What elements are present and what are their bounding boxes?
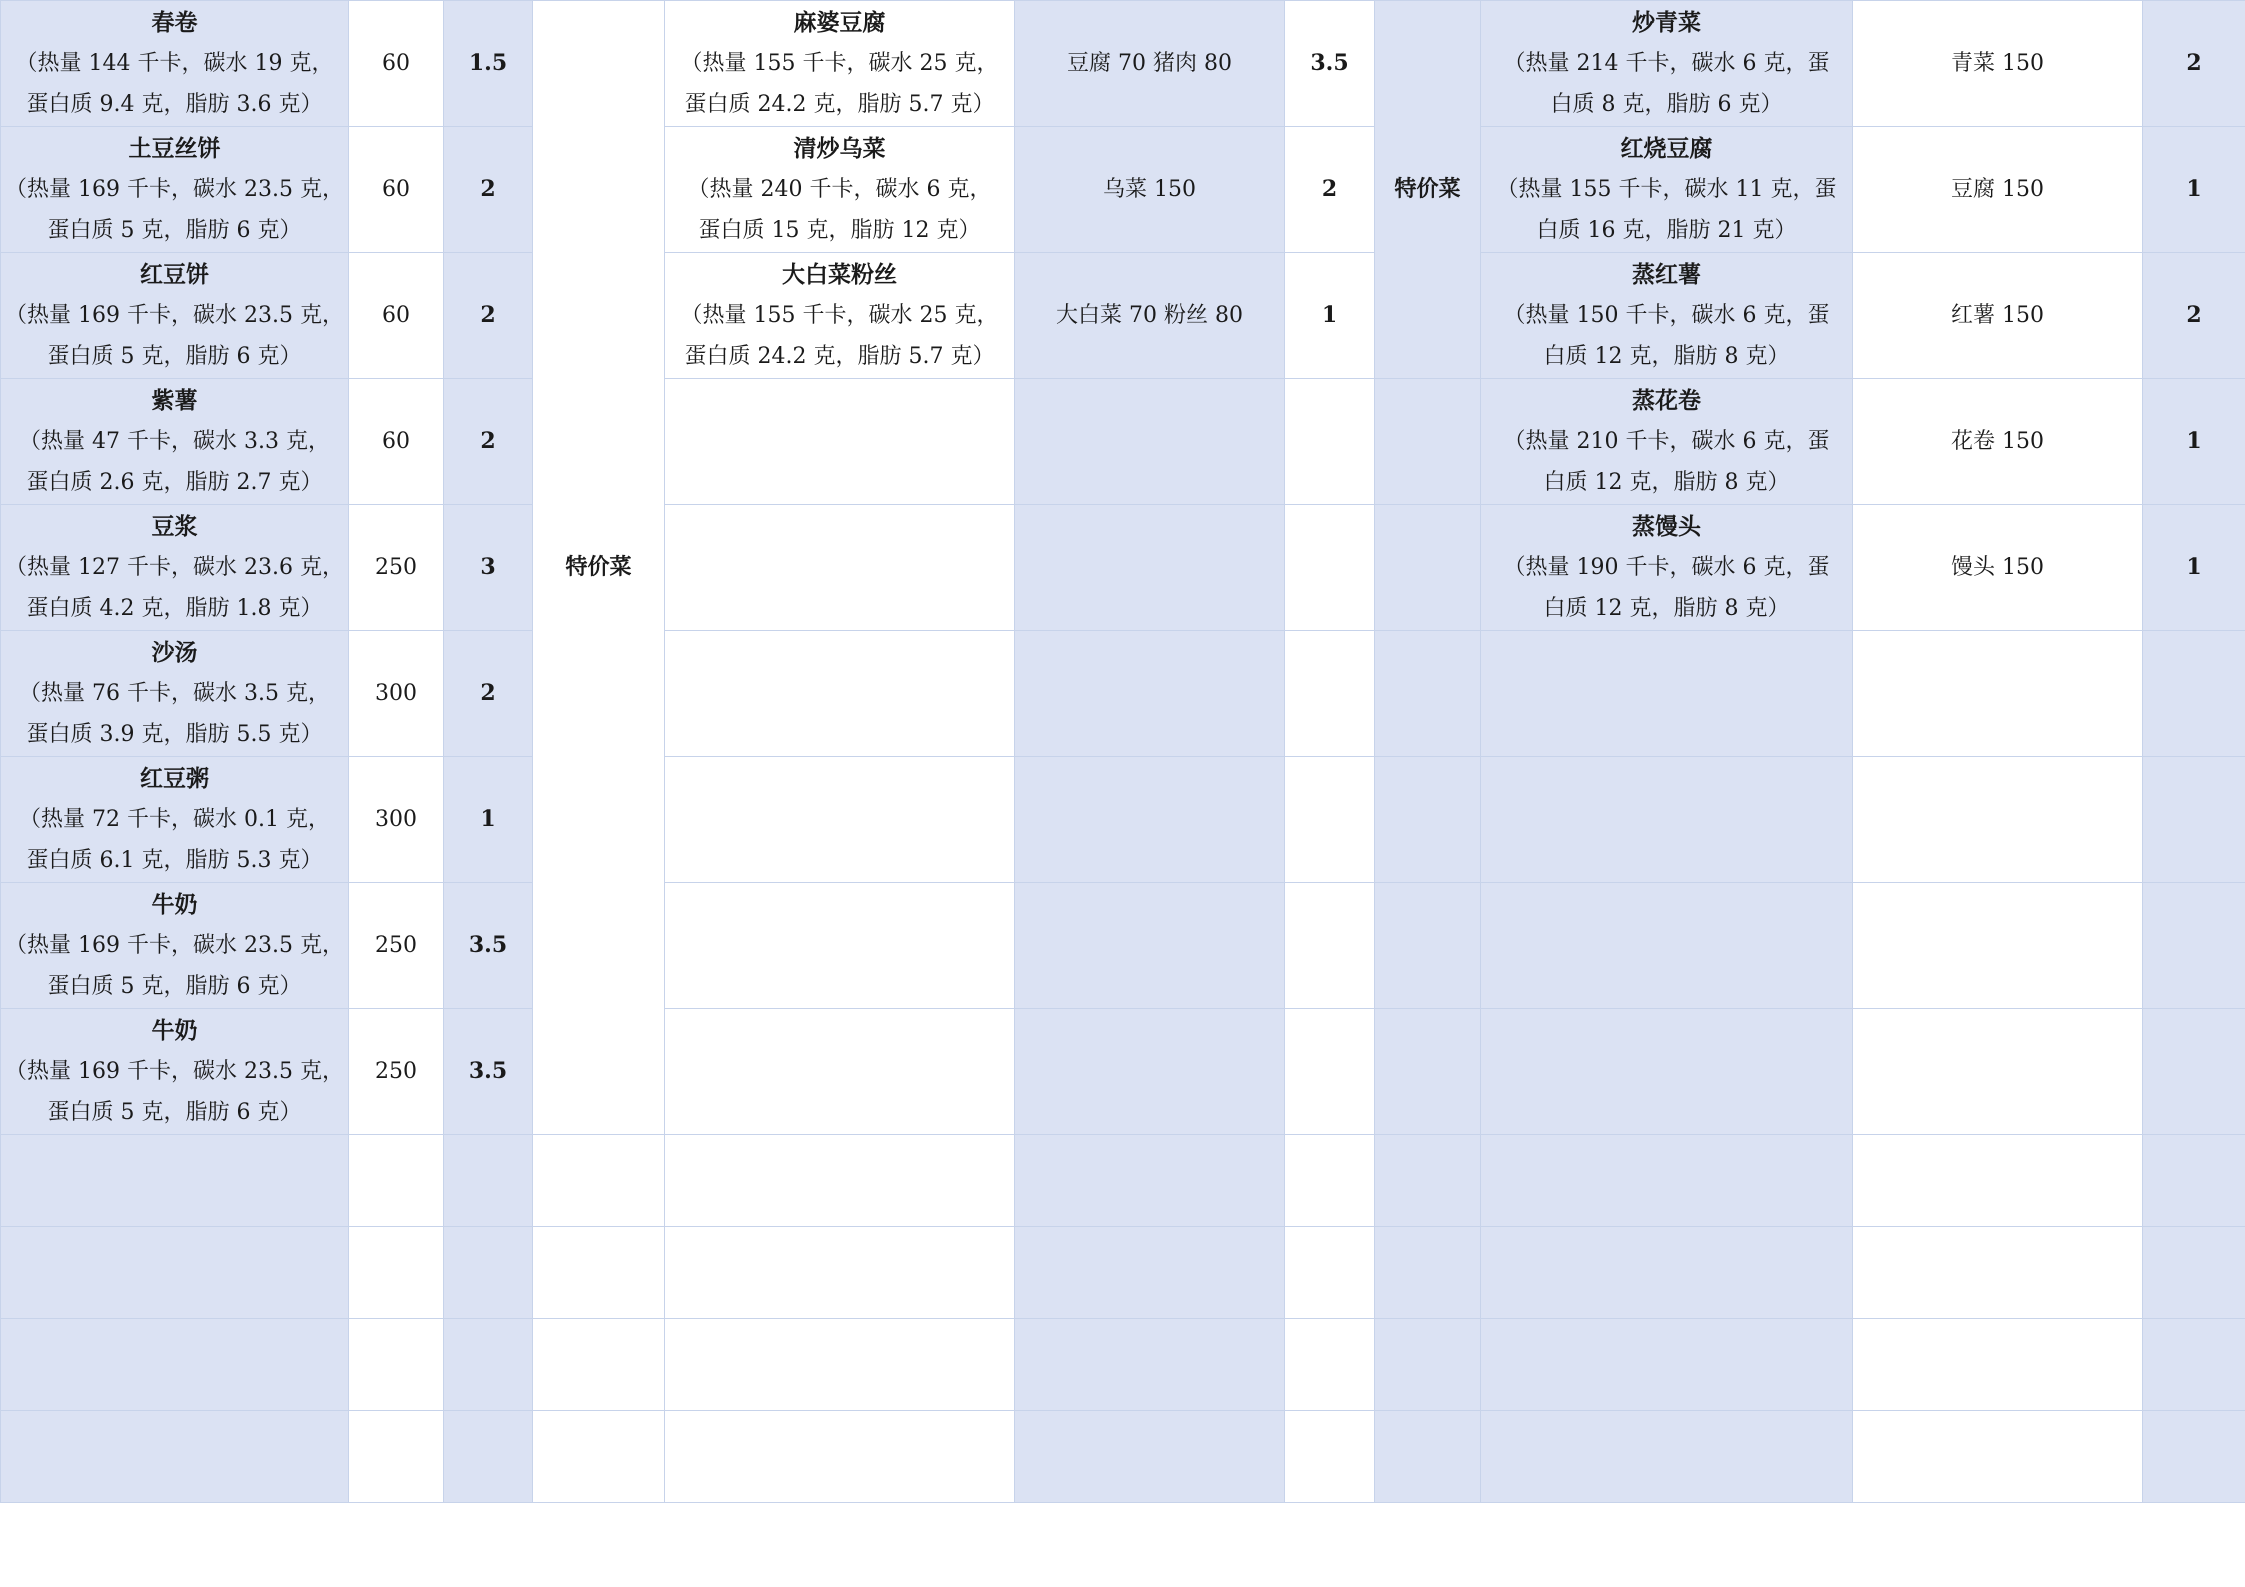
nutrition-line: （热量 190 千卡，碳水 6 克，蛋 <box>1503 555 1830 580</box>
dish-cell <box>665 127 1015 253</box>
empty-cell <box>1015 631 1285 757</box>
dish-name: 红豆粥 <box>140 765 209 792</box>
dish-name: 蒸馒头 <box>1632 513 1701 540</box>
ingredients-cell: 大白菜 70 粉丝 80 <box>1015 253 1285 379</box>
empty-cell <box>1853 1227 2143 1319</box>
nutrition-line: 白质 12 克，脂肪 8 克） <box>1543 344 1790 369</box>
nutrition-line: （热量 47 千卡，碳水 3.3 克， <box>19 429 330 454</box>
menu-row <box>1 1009 2245 1135</box>
dish-name: 麻婆豆腐 <box>793 9 886 36</box>
empty-cell <box>444 1135 533 1227</box>
menu-row <box>1 505 2245 631</box>
dish-name: 清炒乌菜 <box>793 135 886 162</box>
empty-cell <box>1481 883 1853 1009</box>
empty-cell <box>1015 757 1285 883</box>
menu-row <box>1 379 2245 505</box>
empty-cell <box>2143 1411 2245 1503</box>
empty-cell <box>1375 757 1481 883</box>
empty-cell <box>2143 1319 2245 1411</box>
dish-name: 大白菜粉丝 <box>782 261 897 288</box>
empty-cell <box>1 1135 349 1227</box>
dish-nutrition <box>665 295 1014 377</box>
dish-cell <box>1 379 349 505</box>
menu-row <box>1 1 2245 127</box>
price-cell: 2 <box>2143 253 2245 379</box>
dish-nutrition <box>1 421 348 503</box>
empty-cell <box>2143 1227 2245 1319</box>
nutrition-line: 白质 12 克，脂肪 8 克） <box>1543 596 1790 621</box>
dish-name: 牛奶 <box>151 891 198 918</box>
price-cell: 1 <box>2143 127 2245 253</box>
menu-row <box>1 127 2245 253</box>
nutrition-line: 蛋白质 9.4 克，脂肪 3.6 克） <box>26 92 323 117</box>
dish-cell <box>1481 379 1853 505</box>
empty-cell <box>1285 1227 1375 1319</box>
dish-cell <box>1 883 349 1009</box>
quantity-cell: 60 <box>349 1 444 127</box>
ingredients-cell: 豆腐 150 <box>1853 127 2143 253</box>
dish-name: 红豆饼 <box>140 261 209 288</box>
empty-cell <box>1481 1227 1853 1319</box>
nutrition-line: （热量 169 千卡，碳水 23.5 克， <box>5 177 344 202</box>
empty-cell <box>665 505 1015 631</box>
empty-cell <box>1015 1227 1285 1319</box>
empty-cell <box>1853 1135 2143 1227</box>
dish-cell <box>1481 127 1853 253</box>
quantity-cell: 60 <box>349 253 444 379</box>
empty-cell <box>1481 631 1853 757</box>
empty-cell <box>444 1319 533 1411</box>
special-label: 特价菜 <box>533 1 665 1135</box>
dish-cell <box>665 1 1015 127</box>
menu-row <box>1 253 2245 379</box>
price-cell: 1 <box>2143 379 2245 505</box>
dish-nutrition <box>1 169 348 251</box>
empty-cell <box>533 1135 665 1227</box>
empty-cell <box>444 1227 533 1319</box>
price-cell: 3 <box>444 505 533 631</box>
empty-cell <box>533 1319 665 1411</box>
empty-cell <box>1481 1319 1853 1411</box>
empty-cell <box>1481 1411 1853 1503</box>
quantity-cell: 250 <box>349 505 444 631</box>
special-label: 特价菜 <box>1375 1 1481 379</box>
dish-name: 炒青菜 <box>1632 9 1701 36</box>
empty-cell <box>1853 883 2143 1009</box>
dish-nutrition <box>1481 547 1852 629</box>
price-cell: 2 <box>1285 127 1375 253</box>
price-cell: 2 <box>444 253 533 379</box>
nutrition-line: 蛋白质 15 克，脂肪 12 克） <box>698 218 981 243</box>
dish-nutrition <box>1 295 348 377</box>
empty-cell <box>349 1227 444 1319</box>
empty-cell <box>1853 757 2143 883</box>
nutrition-line: 蛋白质 5 克，脂肪 6 克） <box>47 1100 302 1125</box>
nutrition-line: 蛋白质 24.2 克，脂肪 5.7 克） <box>684 92 995 117</box>
dish-cell <box>1481 505 1853 631</box>
nutrition-line: （热量 210 千卡，碳水 6 克，蛋 <box>1503 429 1830 454</box>
blank-row <box>1 1227 2245 1319</box>
nutrition-line: 蛋白质 5 克，脂肪 6 克） <box>47 974 302 999</box>
empty-cell <box>1285 757 1375 883</box>
empty-cell <box>1015 1319 1285 1411</box>
nutrition-line: （热量 144 千卡，碳水 19 克， <box>15 51 334 76</box>
quantity-cell: 250 <box>349 1009 444 1135</box>
price-cell: 2 <box>444 127 533 253</box>
nutrition-line: 白质 16 克，脂肪 21 克） <box>1536 218 1797 243</box>
empty-cell <box>1015 883 1285 1009</box>
empty-cell <box>1015 1411 1285 1503</box>
dish-nutrition <box>1481 169 1852 251</box>
empty-cell <box>1375 883 1481 1009</box>
dish-nutrition <box>1 925 348 1007</box>
price-cell: 2 <box>2143 1 2245 127</box>
dish-cell <box>1481 1 1853 127</box>
dish-nutrition <box>665 43 1014 125</box>
empty-cell <box>1853 1009 2143 1135</box>
dish-nutrition <box>1481 43 1852 125</box>
empty-cell <box>1375 505 1481 631</box>
dish-name: 牛奶 <box>151 1017 198 1044</box>
blank-row <box>1 1411 2245 1503</box>
dish-nutrition <box>1481 421 1852 503</box>
empty-cell <box>665 883 1015 1009</box>
dish-nutrition <box>1 1051 348 1133</box>
ingredients-cell: 馒头 150 <box>1853 505 2143 631</box>
empty-cell <box>1853 631 2143 757</box>
empty-cell <box>1375 1319 1481 1411</box>
empty-cell <box>349 1411 444 1503</box>
menu-row <box>1 631 2245 757</box>
dish-cell <box>1 757 349 883</box>
empty-cell <box>665 757 1015 883</box>
empty-cell <box>1015 1009 1285 1135</box>
empty-cell <box>1015 379 1285 505</box>
quantity-cell: 60 <box>349 127 444 253</box>
dish-nutrition <box>1 547 348 629</box>
dish-name: 土豆丝饼 <box>128 135 221 162</box>
empty-cell <box>1285 1319 1375 1411</box>
ingredients-cell: 乌菜 150 <box>1015 127 1285 253</box>
nutrition-line: （热量 155 千卡，碳水 25 克， <box>680 51 999 76</box>
quantity-cell: 300 <box>349 757 444 883</box>
ingredients-cell: 青菜 150 <box>1853 1 2143 127</box>
dish-nutrition <box>665 169 1014 251</box>
dish-name: 蒸花卷 <box>1632 387 1701 414</box>
dish-nutrition <box>1 673 348 755</box>
dish-nutrition <box>1 799 348 881</box>
empty-cell <box>1 1227 349 1319</box>
price-cell: 2 <box>444 379 533 505</box>
empty-cell <box>665 1411 1015 1503</box>
empty-cell <box>2143 1009 2245 1135</box>
empty-cell <box>1375 1009 1481 1135</box>
empty-cell <box>665 1135 1015 1227</box>
empty-cell <box>1481 757 1853 883</box>
empty-cell <box>665 379 1015 505</box>
dish-cell <box>1 1 349 127</box>
empty-cell <box>2143 631 2245 757</box>
empty-cell <box>1285 883 1375 1009</box>
price-cell: 3.5 <box>1285 1 1375 127</box>
price-cell: 1 <box>444 757 533 883</box>
dish-cell <box>1 127 349 253</box>
empty-cell <box>1481 1135 1853 1227</box>
empty-cell <box>1375 1411 1481 1503</box>
empty-cell <box>1375 631 1481 757</box>
quantity-cell: 300 <box>349 631 444 757</box>
dish-name: 红烧豆腐 <box>1620 135 1713 162</box>
nutrition-line: （热量 214 千卡，碳水 6 克，蛋 <box>1503 51 1830 76</box>
empty-cell <box>665 631 1015 757</box>
dish-cell <box>1 631 349 757</box>
dish-name: 豆浆 <box>151 513 198 540</box>
price-cell: 1 <box>1285 253 1375 379</box>
nutrition-line: （热量 72 千卡，碳水 0.1 克， <box>19 807 330 832</box>
empty-cell <box>1375 379 1481 505</box>
empty-cell <box>665 1227 1015 1319</box>
dish-cell <box>665 253 1015 379</box>
empty-cell <box>2143 1135 2245 1227</box>
dish-cell <box>1481 253 1853 379</box>
nutrition-line: 蛋白质 6.1 克，脂肪 5.3 克） <box>26 848 323 873</box>
ingredients-cell: 红薯 150 <box>1853 253 2143 379</box>
empty-cell <box>1 1319 349 1411</box>
dish-nutrition <box>1481 295 1852 377</box>
dish-cell <box>1 505 349 631</box>
empty-cell <box>1 1411 349 1503</box>
price-cell: 2 <box>444 631 533 757</box>
empty-cell <box>444 1411 533 1503</box>
empty-cell <box>1285 631 1375 757</box>
dish-name: 沙汤 <box>151 639 198 666</box>
menu-row <box>1 757 2245 883</box>
empty-cell <box>1015 1135 1285 1227</box>
empty-cell <box>1481 1009 1853 1135</box>
dish-name: 紫薯 <box>151 387 198 414</box>
ingredients-cell: 豆腐 70 猪肉 80 <box>1015 1 1285 127</box>
nutrition-line: 蛋白质 2.6 克，脂肪 2.7 克） <box>26 470 323 495</box>
empty-cell <box>533 1411 665 1503</box>
empty-cell <box>1285 379 1375 505</box>
dish-cell <box>1 253 349 379</box>
empty-cell <box>533 1227 665 1319</box>
nutrition-line: 蛋白质 5 克，脂肪 6 克） <box>47 344 302 369</box>
dish-cell <box>1 1009 349 1135</box>
quantity-cell: 250 <box>349 883 444 1009</box>
empty-cell <box>665 1319 1015 1411</box>
menu-row <box>1 883 2245 1009</box>
empty-cell <box>2143 883 2245 1009</box>
empty-cell <box>1015 505 1285 631</box>
nutrition-line: 蛋白质 4.2 克，脂肪 1.8 克） <box>26 596 323 621</box>
nutrition-line: （热量 169 千卡，碳水 23.5 克， <box>5 933 344 958</box>
empty-cell <box>1375 1135 1481 1227</box>
ingredients-cell: 花卷 150 <box>1853 379 2143 505</box>
nutrition-line: （热量 240 千卡，碳水 6 克， <box>687 177 992 202</box>
quantity-cell: 60 <box>349 379 444 505</box>
empty-cell <box>1285 1411 1375 1503</box>
dish-name: 春卷 <box>151 9 198 36</box>
nutrition-line: 蛋白质 5 克，脂肪 6 克） <box>47 218 302 243</box>
price-cell: 3.5 <box>444 1009 533 1135</box>
nutrition-line: 蛋白质 24.2 克，脂肪 5.7 克） <box>684 344 995 369</box>
nutrition-line: 蛋白质 3.9 克，脂肪 5.5 克） <box>26 722 323 747</box>
empty-cell <box>349 1319 444 1411</box>
price-cell: 1 <box>2143 505 2245 631</box>
nutrition-line: （热量 169 千卡，碳水 23.5 克， <box>5 1059 344 1084</box>
blank-row <box>1 1319 2245 1411</box>
dish-nutrition <box>1 43 348 125</box>
nutrition-line: （热量 127 千卡，碳水 23.6 克， <box>5 555 344 580</box>
empty-cell <box>1285 505 1375 631</box>
nutrition-line: 白质 12 克，脂肪 8 克） <box>1543 470 1790 495</box>
nutrition-line: 白质 8 克，脂肪 6 克） <box>1550 92 1783 117</box>
empty-cell <box>2143 757 2245 883</box>
nutrition-line: （热量 76 千卡，碳水 3.5 克， <box>19 681 330 706</box>
nutrition-line: （热量 155 千卡，碳水 25 克， <box>680 303 999 328</box>
blank-row <box>1 1135 2245 1227</box>
empty-cell <box>349 1135 444 1227</box>
dish-name: 蒸红薯 <box>1632 261 1701 288</box>
empty-cell <box>1285 1009 1375 1135</box>
nutrition-line: （热量 155 千卡，碳水 11 克，蛋 <box>1496 177 1837 202</box>
price-cell: 3.5 <box>444 883 533 1009</box>
empty-cell <box>665 1009 1015 1135</box>
price-cell: 1.5 <box>444 1 533 127</box>
empty-cell <box>1853 1319 2143 1411</box>
nutrition-line: （热量 169 千卡，碳水 23.5 克， <box>5 303 344 328</box>
empty-cell <box>1853 1411 2143 1503</box>
nutrition-line: （热量 150 千卡，碳水 6 克，蛋 <box>1503 303 1830 328</box>
menu-body <box>1 1 2245 1503</box>
empty-cell <box>1375 1227 1481 1319</box>
empty-cell <box>1285 1135 1375 1227</box>
